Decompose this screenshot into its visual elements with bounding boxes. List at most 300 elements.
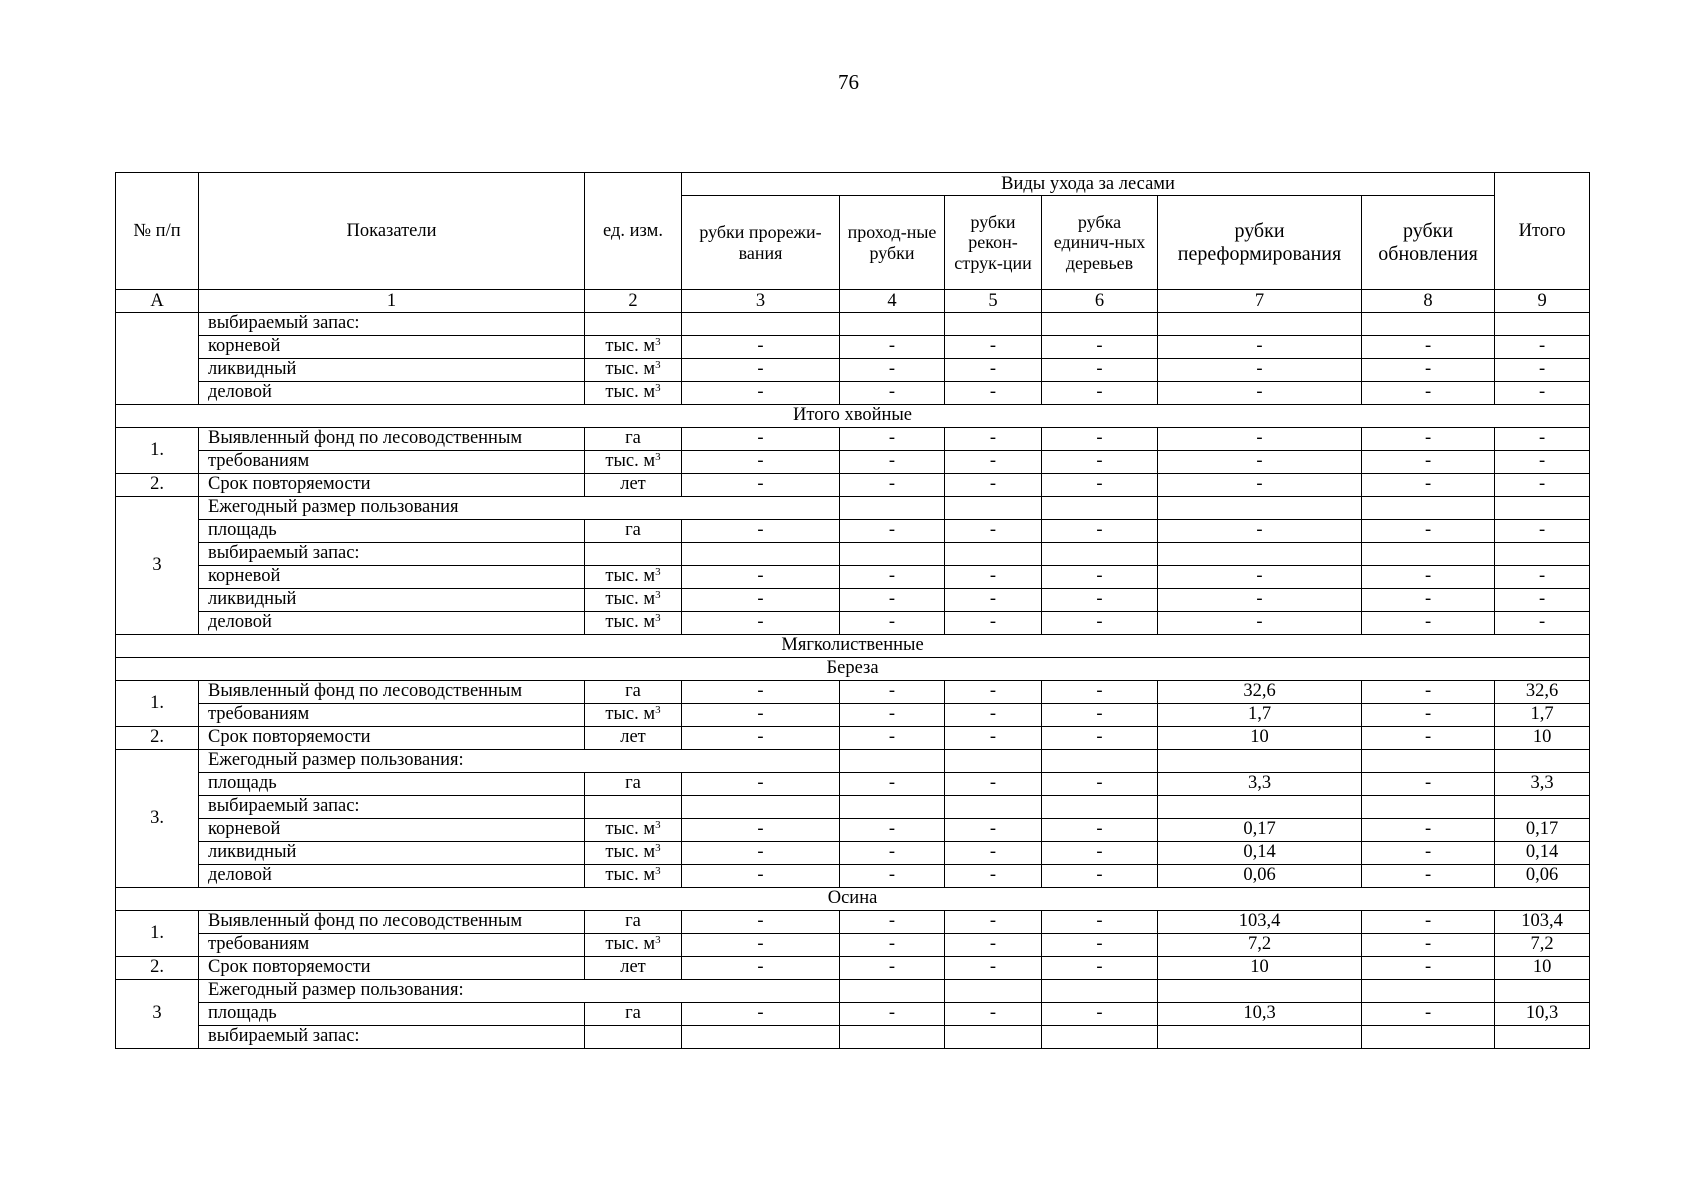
value-cell: - xyxy=(1158,359,1362,382)
empty-cell xyxy=(1362,543,1495,566)
value-cell: - xyxy=(945,612,1042,635)
empty-cell xyxy=(840,750,945,773)
unit-cell xyxy=(585,336,682,359)
empty-cell xyxy=(682,543,840,566)
row-label: выбираемый запас: xyxy=(199,1026,585,1049)
row-label: деловой xyxy=(199,382,585,405)
unit-cell xyxy=(585,313,682,336)
value-cell: - xyxy=(1362,934,1495,957)
section-row xyxy=(116,888,1590,911)
row-label: корневой xyxy=(199,336,585,359)
col-index: 4 xyxy=(840,290,945,313)
value-cell: - xyxy=(840,681,945,704)
value-cell: 103,4 xyxy=(1158,911,1362,934)
value-cell: 10 xyxy=(1158,727,1362,750)
value-cell: 0,17 xyxy=(1495,819,1590,842)
value-cell: - xyxy=(682,474,840,497)
empty-cell xyxy=(1158,313,1362,336)
value-cell: - xyxy=(682,566,840,589)
col-index: 9 xyxy=(1495,290,1590,313)
row-label: Ежегодный размер пользования xyxy=(199,497,840,520)
empty-cell xyxy=(1042,750,1158,773)
value-cell: - xyxy=(945,566,1042,589)
row-number xyxy=(116,313,199,405)
value-cell: - xyxy=(1495,428,1590,451)
value-cell: 0,06 xyxy=(1495,865,1590,888)
empty-cell xyxy=(1495,796,1590,819)
section-title: Береза xyxy=(116,658,1590,681)
empty-cell xyxy=(945,796,1042,819)
value-cell: - xyxy=(1158,566,1362,589)
value-cell: 3,3 xyxy=(1158,773,1362,796)
value-cell: - xyxy=(840,589,945,612)
row-label: деловой xyxy=(199,865,585,888)
forest-care-table xyxy=(115,172,1590,1049)
empty-cell xyxy=(840,980,945,1003)
table-row xyxy=(116,497,1590,520)
section-row xyxy=(116,658,1590,681)
unit-cell: га xyxy=(585,1003,682,1026)
value-cell: - xyxy=(840,336,945,359)
value-cell: - xyxy=(1158,474,1362,497)
value-cell: - xyxy=(1042,1003,1158,1026)
col-index: 2 xyxy=(585,290,682,313)
value-cell: - xyxy=(840,612,945,635)
empty-cell xyxy=(682,796,840,819)
value-cell: - xyxy=(1042,819,1158,842)
table-row xyxy=(116,359,1590,382)
unit-cell: га xyxy=(585,681,682,704)
value-cell: 7,2 xyxy=(1158,934,1362,957)
unit-exponent: 3 xyxy=(655,451,661,464)
empty-cell xyxy=(1158,980,1362,1003)
table-row xyxy=(116,612,1590,635)
value-cell: 3,3 xyxy=(1495,773,1590,796)
row-label: выбираемый запас: xyxy=(199,543,585,566)
unit-cell xyxy=(585,612,682,635)
value-cell: - xyxy=(682,819,840,842)
value-cell: - xyxy=(1042,520,1158,543)
value-cell: - xyxy=(945,336,1042,359)
value-cell: 10 xyxy=(1495,727,1590,750)
value-cell: - xyxy=(682,842,840,865)
value-cell: - xyxy=(1362,911,1495,934)
col-index: 1 xyxy=(199,290,585,313)
unit-cell: га xyxy=(585,773,682,796)
table-row xyxy=(116,796,1590,819)
section-title: Мягколиственные xyxy=(116,635,1590,658)
empty-cell xyxy=(945,980,1042,1003)
value-cell: - xyxy=(682,336,840,359)
value-cell: - xyxy=(840,819,945,842)
value-cell: - xyxy=(840,382,945,405)
row-label: площадь xyxy=(199,520,585,543)
unit-text: тыс. м xyxy=(605,359,656,380)
unit-text: тыс. м xyxy=(605,589,656,610)
unit-text: тыс. м xyxy=(605,612,656,633)
header-kind-3: рубки рекон-струк-ции xyxy=(945,196,1042,290)
empty-cell xyxy=(840,1026,945,1049)
value-cell: - xyxy=(840,566,945,589)
value-cell: - xyxy=(1362,566,1495,589)
table-row xyxy=(116,382,1590,405)
value-cell: - xyxy=(682,957,840,980)
unit-exponent: 3 xyxy=(655,566,661,579)
unit-text: тыс. м xyxy=(605,865,656,886)
row-label: деловой xyxy=(199,612,585,635)
unit-cell xyxy=(585,382,682,405)
table-row xyxy=(116,451,1590,474)
unit-cell xyxy=(585,543,682,566)
value-cell: - xyxy=(1362,359,1495,382)
table-row xyxy=(116,428,1590,451)
value-cell: - xyxy=(1362,727,1495,750)
value-cell: - xyxy=(1042,934,1158,957)
value-cell: 10 xyxy=(1158,957,1362,980)
empty-cell xyxy=(1362,750,1495,773)
empty-cell xyxy=(840,497,945,520)
value-cell: - xyxy=(1495,474,1590,497)
value-cell: - xyxy=(682,865,840,888)
empty-cell xyxy=(1495,313,1590,336)
value-cell: - xyxy=(945,865,1042,888)
row-number: 2. xyxy=(116,957,199,980)
value-cell: 0,14 xyxy=(1495,842,1590,865)
value-cell: 10,3 xyxy=(1158,1003,1362,1026)
section-row xyxy=(116,635,1590,658)
value-cell: - xyxy=(1042,566,1158,589)
table-row xyxy=(116,773,1590,796)
section-title: Осина xyxy=(116,888,1590,911)
row-label: Срок повторяемости xyxy=(199,957,585,980)
unit-text: тыс. м xyxy=(605,842,656,863)
value-cell: - xyxy=(945,773,1042,796)
unit-cell: лет xyxy=(585,474,682,497)
unit-exponent: 3 xyxy=(655,336,661,349)
value-cell: - xyxy=(945,819,1042,842)
empty-cell xyxy=(1495,497,1590,520)
row-label: Срок повторяемости xyxy=(199,727,585,750)
value-cell: - xyxy=(1495,520,1590,543)
unit-cell: лет xyxy=(585,957,682,980)
table-row xyxy=(116,865,1590,888)
unit-cell xyxy=(585,842,682,865)
table-row xyxy=(116,543,1590,566)
row-label: ликвидный xyxy=(199,359,585,382)
row-number: 2. xyxy=(116,727,199,750)
empty-cell xyxy=(840,313,945,336)
table-row xyxy=(116,727,1590,750)
value-cell: - xyxy=(945,704,1042,727)
value-cell: 32,6 xyxy=(1158,681,1362,704)
value-cell: - xyxy=(682,612,840,635)
section-row xyxy=(116,405,1590,428)
value-cell: 0,06 xyxy=(1158,865,1362,888)
value-cell: - xyxy=(682,727,840,750)
empty-cell xyxy=(682,313,840,336)
value-cell: - xyxy=(1362,520,1495,543)
value-cell: - xyxy=(840,865,945,888)
value-cell: - xyxy=(840,773,945,796)
unit-text: тыс. м xyxy=(605,934,656,955)
value-cell: - xyxy=(1042,428,1158,451)
empty-cell xyxy=(945,497,1042,520)
value-cell: - xyxy=(945,842,1042,865)
value-cell: - xyxy=(945,957,1042,980)
value-cell: - xyxy=(682,520,840,543)
empty-cell xyxy=(840,796,945,819)
value-cell: - xyxy=(1158,589,1362,612)
value-cell: - xyxy=(1042,336,1158,359)
row-label: ликвидный xyxy=(199,589,585,612)
value-cell: - xyxy=(945,520,1042,543)
value-cell: - xyxy=(840,520,945,543)
table-row xyxy=(116,911,1590,934)
value-cell: - xyxy=(1495,589,1590,612)
row-label: Выявленный фонд по лесоводственным xyxy=(199,681,585,704)
header-group: Виды ухода за лесами xyxy=(682,173,1495,196)
unit-cell xyxy=(585,819,682,842)
empty-cell xyxy=(1158,796,1362,819)
unit-cell xyxy=(585,796,682,819)
row-label: требованиям xyxy=(199,451,585,474)
col-index: 6 xyxy=(1042,290,1158,313)
empty-cell xyxy=(1158,750,1362,773)
value-cell: 10 xyxy=(1495,957,1590,980)
table-row xyxy=(116,336,1590,359)
row-number: 1. xyxy=(116,911,199,957)
table-row xyxy=(116,1026,1590,1049)
table-row xyxy=(116,819,1590,842)
value-cell: - xyxy=(1042,911,1158,934)
row-label: корневой xyxy=(199,819,585,842)
value-cell: - xyxy=(682,382,840,405)
row-label: площадь xyxy=(199,1003,585,1026)
value-cell: 0,14 xyxy=(1158,842,1362,865)
value-cell: - xyxy=(1042,451,1158,474)
value-cell: - xyxy=(840,704,945,727)
value-cell: - xyxy=(1495,359,1590,382)
value-cell: - xyxy=(1158,428,1362,451)
value-cell: - xyxy=(1158,382,1362,405)
value-cell: 7,2 xyxy=(1495,934,1590,957)
unit-text: тыс. м xyxy=(605,819,656,840)
value-cell: - xyxy=(1362,612,1495,635)
value-cell: - xyxy=(840,957,945,980)
row-label: Ежегодный размер пользования: xyxy=(199,980,840,1003)
unit-cell: га xyxy=(585,911,682,934)
unit-cell xyxy=(585,1026,682,1049)
value-cell: - xyxy=(1362,451,1495,474)
table-row xyxy=(116,842,1590,865)
empty-cell xyxy=(1362,1026,1495,1049)
value-cell: - xyxy=(682,451,840,474)
value-cell: - xyxy=(945,934,1042,957)
value-cell: 10,3 xyxy=(1495,1003,1590,1026)
value-cell: - xyxy=(1042,474,1158,497)
value-cell: - xyxy=(1362,589,1495,612)
value-cell: - xyxy=(1495,612,1590,635)
empty-cell xyxy=(1042,980,1158,1003)
unit-cell xyxy=(585,359,682,382)
header-indicator: Показатели xyxy=(199,173,585,290)
unit-exponent: 3 xyxy=(655,612,661,625)
value-cell: 1,7 xyxy=(1158,704,1362,727)
table-row xyxy=(116,957,1590,980)
value-cell: 32,6 xyxy=(1495,681,1590,704)
row-label: площадь xyxy=(199,773,585,796)
unit-text: тыс. м xyxy=(605,382,656,403)
value-cell: - xyxy=(945,474,1042,497)
value-cell: - xyxy=(1362,382,1495,405)
value-cell: - xyxy=(840,1003,945,1026)
page-number: 76 xyxy=(838,70,859,94)
empty-cell xyxy=(1362,313,1495,336)
table-row xyxy=(116,589,1590,612)
value-cell: 0,17 xyxy=(1158,819,1362,842)
value-cell: - xyxy=(1362,819,1495,842)
value-cell: - xyxy=(1158,336,1362,359)
unit-cell xyxy=(585,704,682,727)
empty-cell xyxy=(1495,543,1590,566)
value-cell: - xyxy=(682,681,840,704)
header-total: Итого xyxy=(1495,173,1590,290)
empty-cell xyxy=(945,750,1042,773)
unit-cell: лет xyxy=(585,727,682,750)
empty-cell xyxy=(1495,980,1590,1003)
value-cell: - xyxy=(1362,773,1495,796)
empty-cell xyxy=(1042,543,1158,566)
value-cell: - xyxy=(945,382,1042,405)
col-index: 5 xyxy=(945,290,1042,313)
value-cell: - xyxy=(945,1003,1042,1026)
unit-exponent: 3 xyxy=(655,865,661,878)
row-label: Выявленный фонд по лесоводственным xyxy=(199,911,585,934)
value-cell: - xyxy=(1362,1003,1495,1026)
row-label: корневой xyxy=(199,566,585,589)
empty-cell xyxy=(1495,1026,1590,1049)
empty-cell xyxy=(840,543,945,566)
empty-cell xyxy=(682,1026,840,1049)
empty-cell xyxy=(1158,543,1362,566)
empty-cell xyxy=(945,543,1042,566)
value-cell: - xyxy=(1042,704,1158,727)
unit-cell xyxy=(585,566,682,589)
value-cell: - xyxy=(1495,382,1590,405)
value-cell: - xyxy=(1042,359,1158,382)
value-cell: - xyxy=(682,773,840,796)
unit-exponent: 3 xyxy=(655,382,661,395)
header-kind-5: рубки переформирования xyxy=(1158,196,1362,290)
value-cell: - xyxy=(945,589,1042,612)
value-cell: - xyxy=(682,359,840,382)
value-cell: - xyxy=(1042,842,1158,865)
row-label: выбираемый запас: xyxy=(199,313,585,336)
unit-cell xyxy=(585,865,682,888)
header-kind-6: рубки обновления xyxy=(1362,196,1495,290)
table-row xyxy=(116,934,1590,957)
unit-text: тыс. м xyxy=(605,566,656,587)
row-label: ликвидный xyxy=(199,842,585,865)
value-cell: - xyxy=(1042,589,1158,612)
row-number: 3. xyxy=(116,750,199,888)
value-cell: - xyxy=(840,428,945,451)
table-row xyxy=(116,313,1590,336)
value-cell: - xyxy=(840,842,945,865)
value-cell: - xyxy=(1362,842,1495,865)
col-index: 7 xyxy=(1158,290,1362,313)
value-cell: - xyxy=(682,704,840,727)
table-row xyxy=(116,474,1590,497)
value-cell: - xyxy=(945,727,1042,750)
value-cell: - xyxy=(1362,957,1495,980)
empty-cell xyxy=(1042,313,1158,336)
value-cell: - xyxy=(840,359,945,382)
value-cell: - xyxy=(840,727,945,750)
value-cell: - xyxy=(1042,727,1158,750)
empty-cell xyxy=(1158,1026,1362,1049)
value-cell: - xyxy=(1362,336,1495,359)
empty-cell xyxy=(1042,1026,1158,1049)
header-kind-1: рубки прорежи-вания xyxy=(682,196,840,290)
unit-exponent: 3 xyxy=(655,704,661,717)
unit-exponent: 3 xyxy=(655,589,661,602)
unit-exponent: 3 xyxy=(655,934,661,947)
unit-cell: га xyxy=(585,428,682,451)
empty-cell xyxy=(1158,497,1362,520)
value-cell: - xyxy=(945,451,1042,474)
value-cell: - xyxy=(1042,681,1158,704)
empty-cell xyxy=(1042,497,1158,520)
table-row xyxy=(116,566,1590,589)
value-cell: 103,4 xyxy=(1495,911,1590,934)
value-cell: - xyxy=(945,359,1042,382)
value-cell: - xyxy=(945,911,1042,934)
unit-text: тыс. м xyxy=(605,704,656,725)
value-cell: 1,7 xyxy=(1495,704,1590,727)
unit-cell: га xyxy=(585,520,682,543)
value-cell: - xyxy=(1158,612,1362,635)
value-cell: - xyxy=(1042,612,1158,635)
value-cell: - xyxy=(1042,865,1158,888)
value-cell: - xyxy=(1362,681,1495,704)
unit-cell xyxy=(585,589,682,612)
row-number: 1. xyxy=(116,428,199,474)
value-cell: - xyxy=(1042,382,1158,405)
unit-exponent: 3 xyxy=(655,359,661,372)
unit-cell xyxy=(585,934,682,957)
value-cell: - xyxy=(1495,451,1590,474)
value-cell: - xyxy=(840,474,945,497)
value-cell: - xyxy=(945,681,1042,704)
value-cell: - xyxy=(1158,451,1362,474)
value-cell: - xyxy=(1362,865,1495,888)
header-kind-4: рубка единич-ных деревьев xyxy=(1042,196,1158,290)
row-number: 2. xyxy=(116,474,199,497)
value-cell: - xyxy=(1495,566,1590,589)
table-row xyxy=(116,1003,1590,1026)
unit-text: тыс. м xyxy=(605,451,656,472)
empty-cell xyxy=(1362,796,1495,819)
empty-cell xyxy=(945,1026,1042,1049)
empty-cell xyxy=(1362,497,1495,520)
row-label: Ежегодный размер пользования: xyxy=(199,750,840,773)
value-cell: - xyxy=(682,1003,840,1026)
unit-cell xyxy=(585,451,682,474)
value-cell: - xyxy=(1362,428,1495,451)
empty-cell xyxy=(1362,980,1495,1003)
value-cell: - xyxy=(840,934,945,957)
